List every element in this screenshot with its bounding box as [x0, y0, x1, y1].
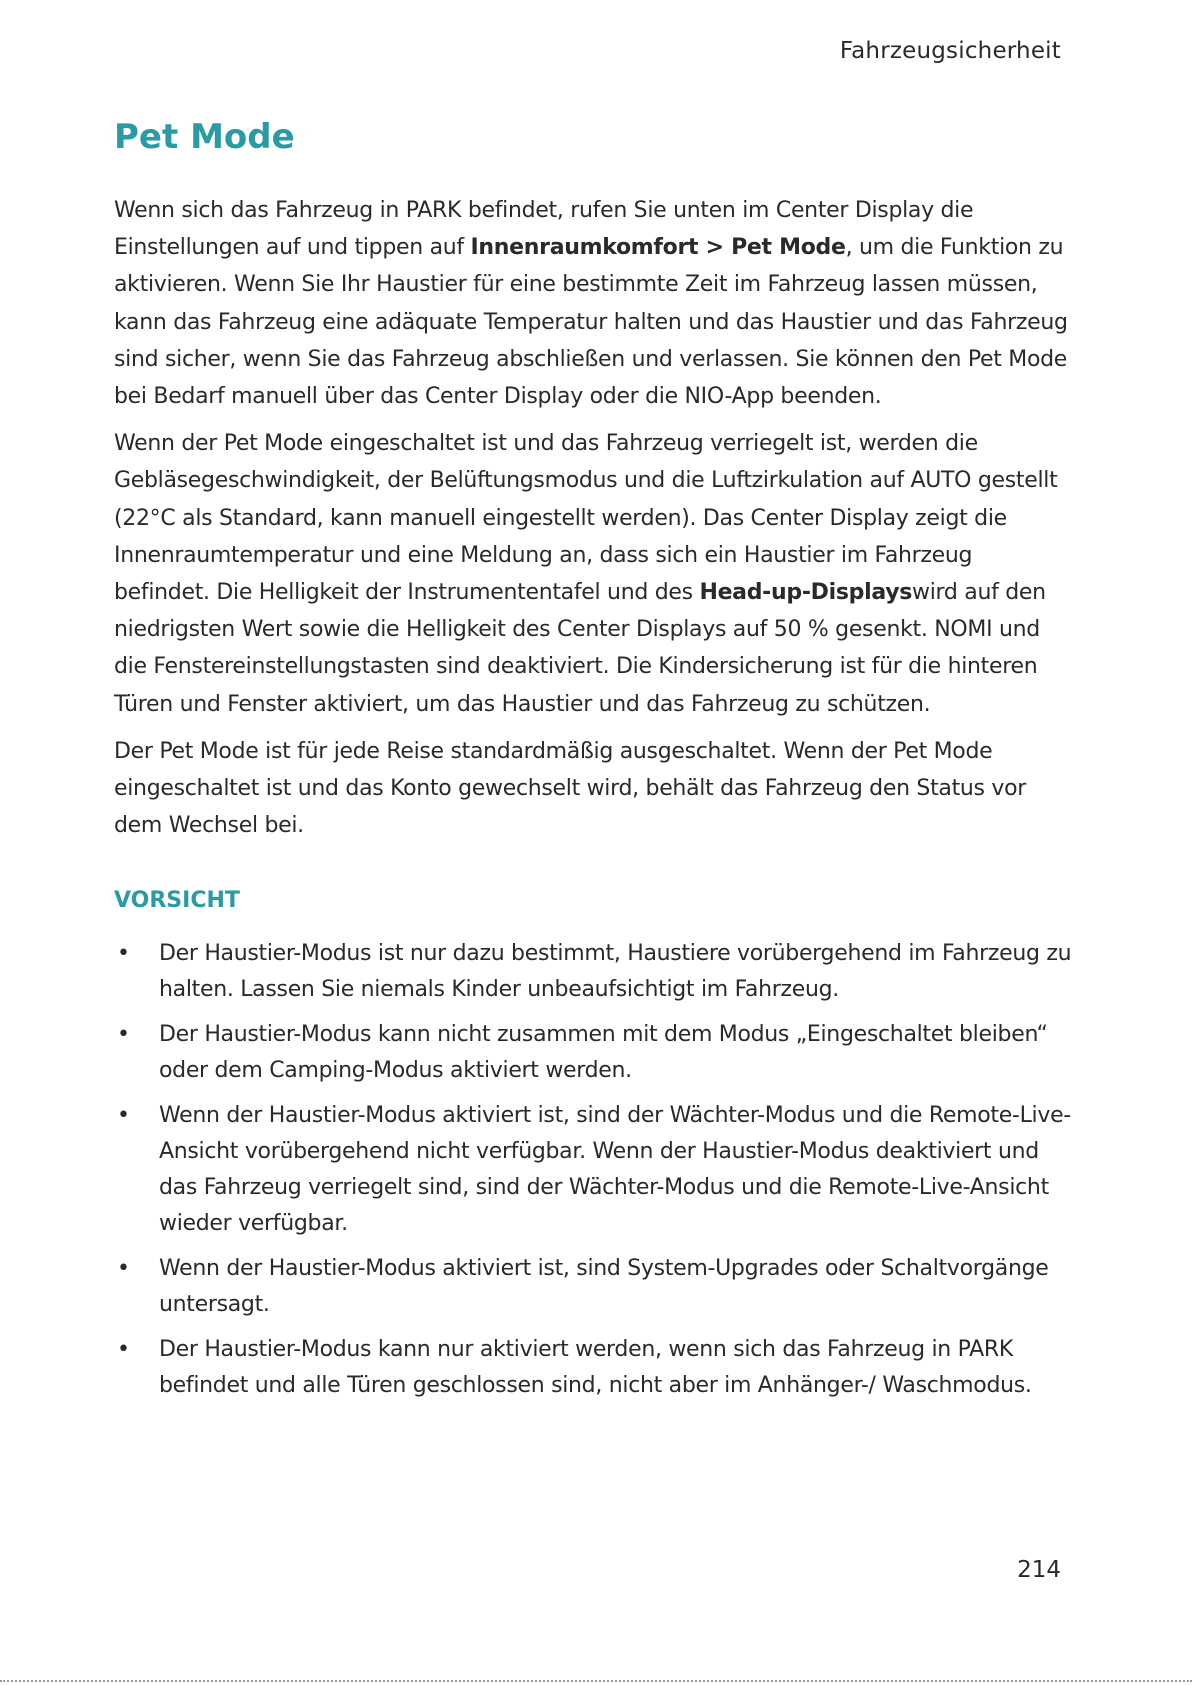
caution-item-text: Der Haustier-Modus kann nur aktiviert werden, wenn sich das Fahrzeug in PARK befindet und alle Türen geschlossen sind, nicht aber im Anhänger-/ Waschmodus. — [159, 1337, 1032, 1399]
bullet-icon: • — [117, 941, 130, 967]
caution-item-text: Der Haustier-Modus ist nur dazu bestimmt, Haustiere vorübergehend im Fahrzeug zu halten. Lassen Sie niemals Kinder unbeaufsichtigt im Fahrzeug. — [159, 941, 1072, 1003]
caution-item-text: Der Haustier-Modus kann nicht zusammen mit dem Modus „Eingeschaltet bleiben“ oder dem Camping-Modus aktiviert werden. — [159, 1022, 1048, 1084]
caution-item — [114, 1017, 1072, 1089]
page-content — [114, 112, 1072, 1413]
caution-item — [114, 1098, 1072, 1242]
bullet-icon: • — [117, 1337, 130, 1363]
caution-heading: VORSICHT — [114, 888, 240, 914]
paragraph-text: Wenn der Pet Mode eingeschaltet ist und das Fahrzeug verriegelt ist, werden die Gebläsegeschwindigkeit, der Belüftungsmodus und die Luftzirkulation auf AUTO gestellt (22°C als Standard, kann manuell eingestellt werden). Das Center Display zeigt die Innenraumtemperatur und eine Meldung an, dass sich ein Haustier im Fahrzeug befindet. Die Helligkeit der Instrumententafel und des — [114, 431, 1058, 606]
caution-item-text: Wenn der Haustier-Modus aktiviert ist, sind der Wächter-Modus und die Remote-Live-Ansicht vorübergehend nicht verfügbar. Wenn der Haustier-Modus deaktiviert und das Fahrzeug verriegelt sind, sind der Wächter-Modus und die Remote-Live-Ansicht wieder verfügbar. — [159, 1103, 1071, 1237]
caution-item — [114, 1332, 1072, 1404]
paragraph-default-state: Der Pet Mode ist für jede Reise standardmäßig ausgeschaltet. Wenn der Pet Mode eingeschaltet ist und das Konto gewechselt wird, behält das Fahrzeug den Status vor dem Wechsel bei. — [114, 738, 1027, 839]
paragraph-activation — [114, 192, 1072, 415]
bullet-icon: • — [117, 1022, 130, 1048]
caution-item — [114, 936, 1072, 1008]
paragraph-text: wird auf den niedrigsten Wert sowie die Helligkeit des Center Displays auf 50 % gesenkt. NOMI und die Fenstereinstellungstasten sind deaktiviert. Die Kindersicherung ist für die hinteren Türen und Fenster aktiviert, um das Haustier und das Fahrzeug zu schützen. — [114, 580, 1046, 717]
bullet-icon: • — [117, 1103, 130, 1129]
paragraph-text: Wenn sich das Fahrzeug in PARK befindet, rufen Sie unten im Center Display die Einstellungen auf und tippen auf — [114, 198, 974, 261]
paragraph-text: , um die Funktion zu aktivieren. Wenn Sie Ihr Haustier für eine bestimmte Zeit im Fahrzeug lassen müssen, kann das Fahrzeug eine adäquate Temperatur halten und das Haustier und das Fahrzeug sind sicher, wenn Sie das Fahrzeug abschließen und verlassen. Sie können den Pet Mode bei Bedarf manuell über das Center Display oder die NIO-App beenden. — [114, 235, 1068, 410]
page-number: 214 — [1017, 1557, 1061, 1583]
caution-item-text: Wenn der Haustier-Modus aktiviert ist, sind System-Upgrades oder Schaltvorgänge untersagt. — [159, 1256, 1049, 1318]
emphasis-term: Head-up-Displays — [699, 580, 913, 606]
caution-item — [114, 1251, 1072, 1323]
bullet-icon: • — [117, 1256, 130, 1282]
paragraph-locked-behavior — [114, 425, 1072, 723]
page-title: Pet Mode — [114, 117, 295, 157]
menu-path: Innenraumkomfort > Pet Mode — [470, 235, 846, 261]
page-bottom-divider — [0, 1680, 1192, 1682]
section-header: Fahrzeugsicherheit — [839, 38, 1061, 64]
caution-list — [114, 936, 1072, 1404]
